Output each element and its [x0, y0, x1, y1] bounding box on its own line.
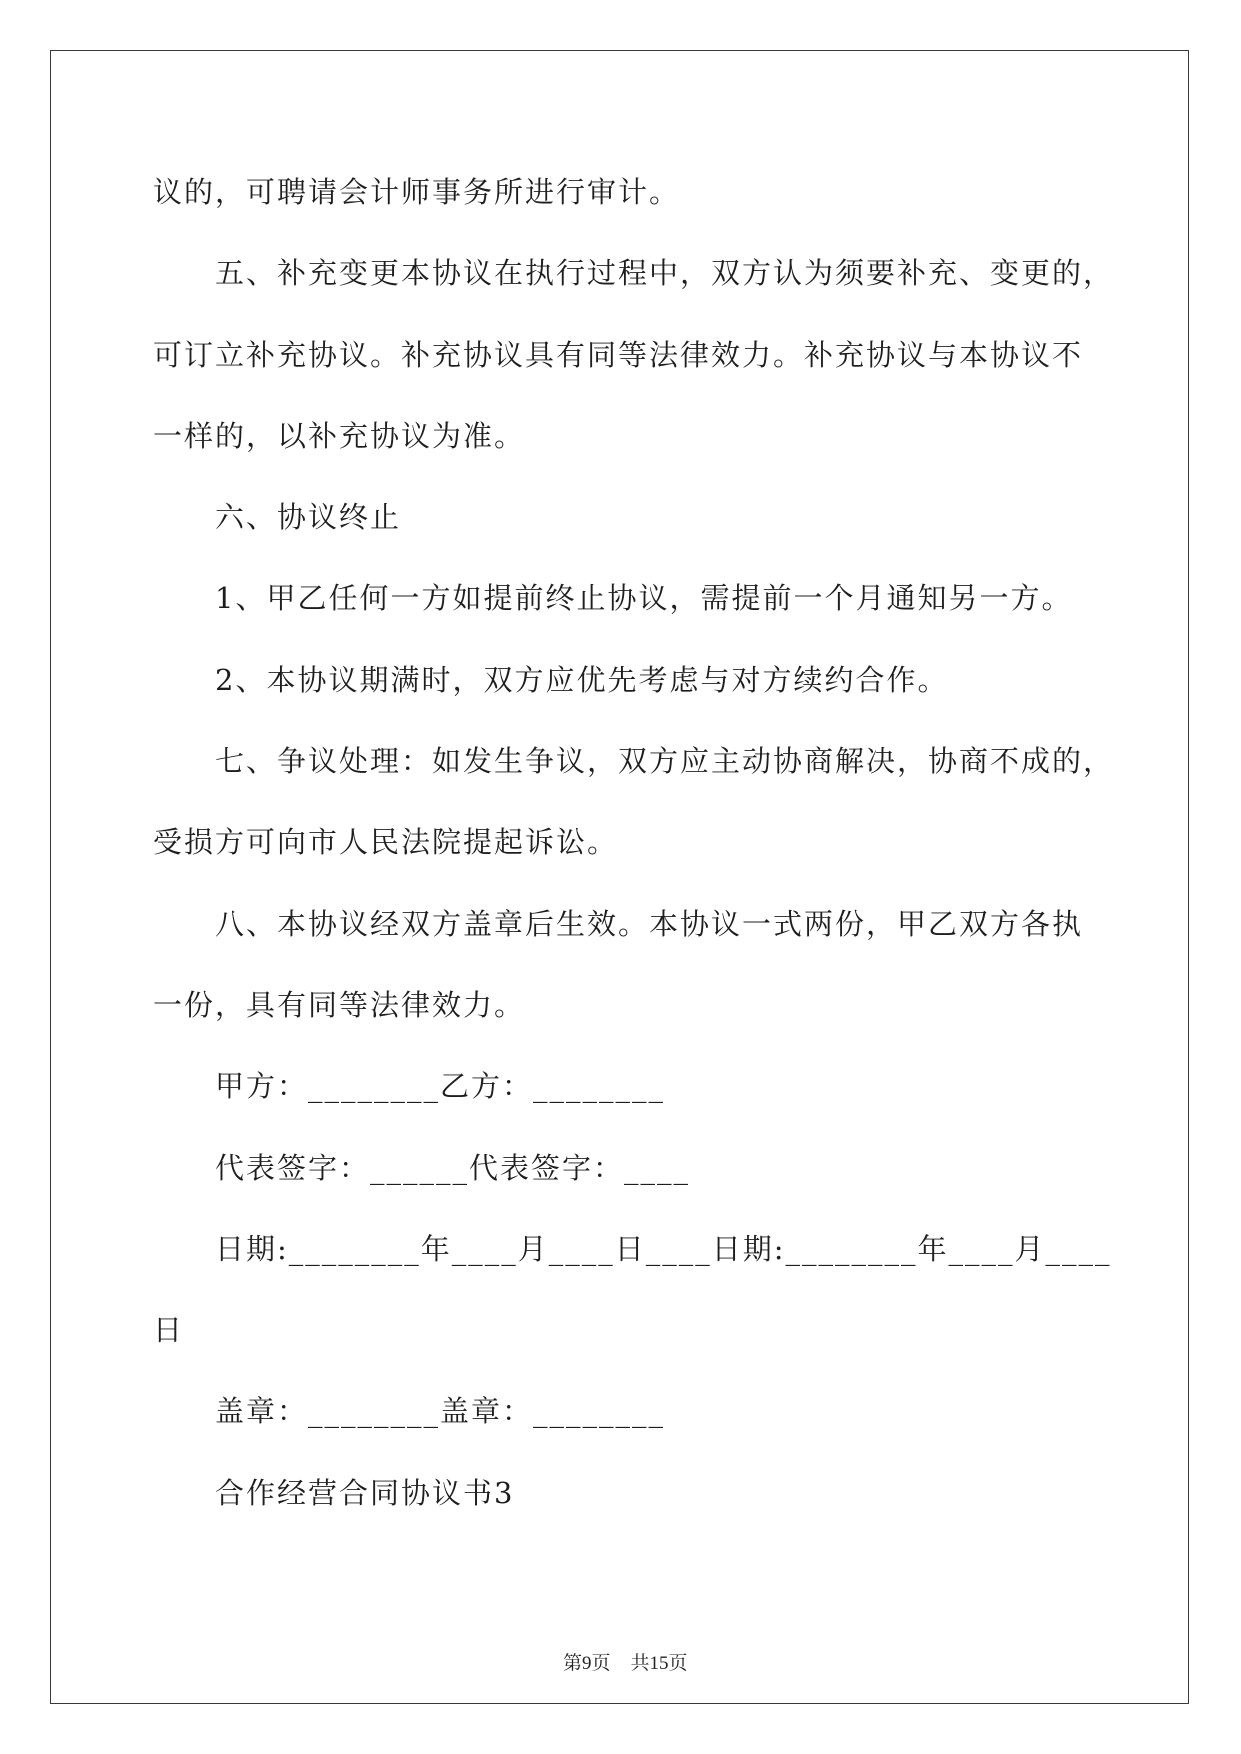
section-seven-line: 七、争议处理：如发生争议，双方应主动协商解决，协商不成的， — [215, 744, 1115, 779]
next-document-title: 合作经营合同协议书3 — [215, 1475, 515, 1510]
section-five-heading-line: 五、补充变更本协议在执行过程中，双方认为须要补充、变更的， — [215, 256, 1115, 291]
clause-item-2: 2、本协议期满时，双方应优先考虑与对方续约合作。 — [215, 662, 949, 697]
date-line: 日期:________年____月____日____日期:________年____月____ — [215, 1231, 1112, 1266]
page-number: 第9页 — [562, 1653, 611, 1674]
paragraph-line: 受损方可向市人民法院提起诉讼。 — [153, 825, 619, 860]
party-signature-line: 甲方：________乙方：________ — [215, 1069, 666, 1104]
seal-line: 盖章：________盖章：________ — [215, 1394, 666, 1429]
paragraph-line: 一样的，以补充协议为准。 — [153, 418, 526, 453]
paragraph-line: 一份，具有同等法律效力。 — [153, 987, 526, 1022]
representative-signature-line: 代表签字：______代表签字：____ — [215, 1150, 691, 1185]
page-footer — [0, 1628, 1241, 1674]
paragraph-line: 议的，可聘请会计师事务所进行审计。 — [153, 175, 681, 209]
document-body — [153, 152, 1173, 1534]
page-total: 共15页 — [630, 1653, 688, 1674]
clause-item-1: 1、甲乙任何一方如提前终止协议，需提前一个月通知另一方。 — [215, 581, 1073, 616]
section-eight-line: 八、本协议经双方盖章后生效。本协议一式两份，甲乙双方各执 — [215, 906, 1084, 941]
date-line-continuation: 日 — [153, 1313, 185, 1348]
section-six-heading: 六、协议终止 — [215, 500, 402, 535]
paragraph-line: 可订立补充协议。补充协议具有同等法律效力。补充协议与本协议不 — [153, 337, 1084, 372]
